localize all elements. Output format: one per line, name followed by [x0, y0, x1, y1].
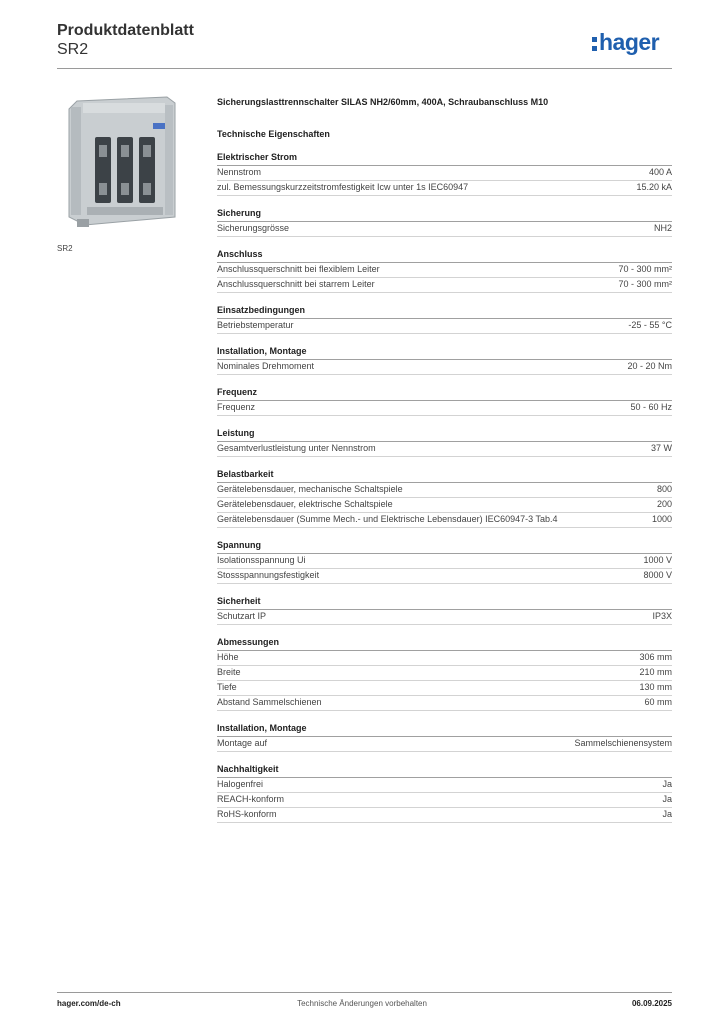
spec-label: Höhe: [217, 652, 239, 662]
spec-value: 306 mm: [639, 652, 672, 662]
spec-row: [217, 808, 672, 823]
spec-value: 37 W: [650, 443, 672, 453]
spec-value: 70 - 300 mm²: [618, 264, 672, 274]
spec-section: [217, 637, 672, 711]
spec-row: [217, 610, 672, 625]
hager-logo: [592, 29, 659, 56]
header-divider: [57, 68, 672, 69]
spec-row: [217, 513, 672, 528]
footer-date: 06.09.2025: [631, 999, 672, 1008]
spec-section: [217, 469, 672, 528]
spec-section: [217, 305, 672, 334]
spec-label: Frequenz: [217, 402, 256, 412]
spec-value: 130 mm: [639, 682, 672, 692]
spec-value: Ja: [662, 809, 672, 819]
spec-label: Breite: [217, 667, 241, 677]
section-title: Elektrischer Strom: [217, 152, 672, 166]
spec-row: [217, 442, 672, 457]
logo-text: hager: [599, 29, 660, 55]
footer-divider: [57, 992, 672, 993]
spec-row: [217, 778, 672, 793]
section-title: Abmessungen: [217, 637, 672, 651]
spec-value: 60 mm: [644, 697, 672, 707]
spec-section: [217, 208, 672, 237]
product-image: [57, 93, 185, 235]
spec-row: [217, 737, 672, 752]
section-title: Sicherheit: [217, 596, 672, 610]
spec-row: [217, 498, 672, 513]
spec-label: Montage auf: [217, 738, 268, 748]
spec-value: 20 - 20 Nm: [627, 361, 672, 371]
section-title: Installation, Montage: [217, 723, 672, 737]
spec-label: Gerätelebensdauer (Summe Mech.- und Elektrische Lebensdauer) IEC60947-3 Tab.4: [217, 514, 558, 524]
spec-label: Tiefe: [217, 682, 237, 692]
spec-label: Gerätelebensdauer, elektrische Schaltspiele: [217, 499, 393, 509]
spec-row: [217, 319, 672, 334]
spec-value: Ja: [662, 794, 672, 804]
spec-row: [217, 696, 672, 711]
section-title: Frequenz: [217, 387, 672, 401]
product-description: Sicherungslasttrennschalter SILAS NH2/60mm, 400A, Schraubanschluss M10: [217, 97, 549, 107]
spec-section: [217, 249, 672, 293]
section-title: Leistung: [217, 428, 672, 442]
spec-label: REACH-konform: [217, 794, 285, 804]
spec-label: Nennstrom: [217, 167, 262, 177]
spec-label: Gesamtverlustleistung unter Nennstrom: [217, 443, 376, 453]
spec-row: [217, 181, 672, 196]
spec-section: [217, 346, 672, 375]
spec-row: [217, 166, 672, 181]
spec-row: [217, 666, 672, 681]
tech-properties-title: Technische Eigenschaften: [217, 129, 330, 139]
footer-website: hager.com/de-ch: [57, 999, 121, 1008]
spec-value: 70 - 300 mm²: [618, 279, 672, 289]
spec-value: 210 mm: [639, 667, 672, 677]
spec-section: [217, 387, 672, 416]
spec-row: [217, 483, 672, 498]
spec-section: [217, 540, 672, 584]
spec-label: Anschlussquerschnitt bei starrem Leiter: [217, 279, 375, 289]
spec-row: [217, 793, 672, 808]
spec-row: [217, 651, 672, 666]
spec-value: IP3X: [652, 611, 672, 621]
product-specs: [217, 96, 672, 823]
spec-section: [217, 596, 672, 625]
spec-value: 8000 V: [643, 570, 672, 580]
section-title: Einsatzbedingungen: [217, 305, 672, 319]
spec-row: [217, 360, 672, 375]
spec-value: 1000 V: [643, 555, 672, 565]
spec-label: Stossspannungsfestigkeit: [217, 570, 320, 580]
spec-label: Sicherungsgrösse: [217, 223, 290, 233]
spec-sections: [217, 152, 672, 823]
spec-label: Anschlussquerschnitt bei flexiblem Leiter: [217, 264, 380, 274]
section-title: Belastbarkeit: [217, 469, 672, 483]
section-title: Sicherung: [217, 208, 672, 222]
image-caption: SR2: [57, 244, 73, 253]
spec-row: [217, 681, 672, 696]
spec-row: [217, 263, 672, 278]
spec-section: [217, 428, 672, 457]
spec-row: [217, 222, 672, 237]
spec-label: zul. Bemessungskurzzeitstromfestigkeit Icw unter 1s IEC60947: [217, 182, 469, 192]
page-header: [57, 22, 194, 59]
spec-value: Sammelschienensystem: [574, 738, 672, 748]
spec-value: Ja: [662, 779, 672, 789]
spec-row: [217, 569, 672, 584]
page-subtitle: SR2: [57, 41, 89, 58]
spec-label: Schutzart IP: [217, 611, 267, 621]
spec-row: [217, 554, 672, 569]
section-title: Spannung: [217, 540, 672, 554]
spec-row: [217, 278, 672, 293]
spec-label: Isolationsspannung Ui: [217, 555, 306, 565]
spec-label: RoHS-konform: [217, 809, 277, 819]
section-title: Installation, Montage: [217, 346, 672, 360]
section-title: Anschluss: [217, 249, 672, 263]
logo-dots-icon: [592, 34, 598, 52]
spec-label: Halogenfrei: [217, 779, 264, 789]
spec-value: 800: [656, 484, 672, 494]
spec-label: Betriebstemperatur: [217, 320, 294, 330]
spec-label: Abstand Sammelschienen: [217, 697, 322, 707]
spec-section: [217, 152, 672, 196]
spec-value: 200: [656, 499, 672, 509]
spec-value: 1000: [651, 514, 672, 524]
spec-section: [217, 764, 672, 823]
spec-label: Nominales Drehmoment: [217, 361, 315, 371]
spec-row: [217, 401, 672, 416]
footer-note: Technische Änderungen vorbehalten: [297, 999, 427, 1008]
spec-value: 15.20 kA: [636, 182, 672, 192]
spec-value: NH2: [653, 223, 672, 233]
spec-section: [217, 723, 672, 752]
spec-value: 50 - 60 Hz: [630, 402, 672, 412]
page-title: Produktdatenblatt: [57, 22, 194, 39]
spec-label: Gerätelebensdauer, mechanische Schaltspiele: [217, 484, 403, 494]
spec-value: 400 A: [648, 167, 672, 177]
spec-value: -25 - 55 °C: [628, 320, 672, 330]
section-title: Nachhaltigkeit: [217, 764, 672, 778]
